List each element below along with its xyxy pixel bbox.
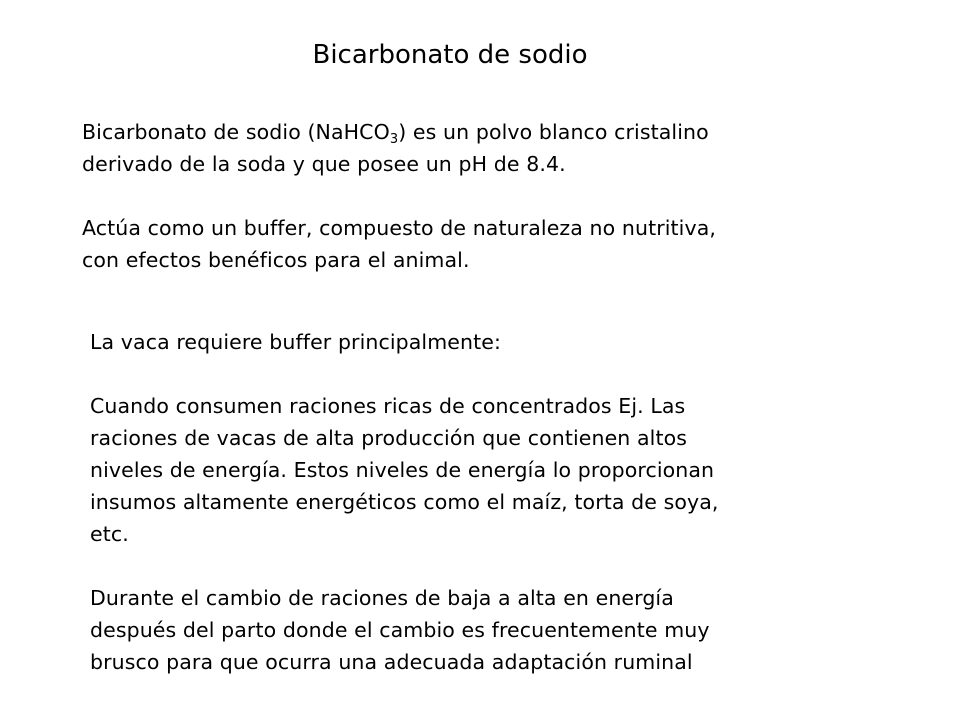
needs-heading: La vaca requiere buffer principalmente:	[90, 330, 501, 354]
slide-title-text: Bicarbonato de sodio	[312, 40, 588, 70]
intro-block	[82, 116, 942, 276]
case1-line: etc.	[90, 522, 129, 546]
case1-line: Cuando consumen raciones ricas de concentrados Ej. Las	[90, 394, 686, 418]
case2-line: Durante el cambio de raciones de baja a alta en energía	[90, 586, 674, 610]
case1-line: niveles de energía. Estos niveles de energía lo proporcionan	[90, 458, 715, 482]
case1-line: insumos altamente energéticos como el maíz, torta de soya,	[90, 490, 719, 514]
formula-subscript: 3	[389, 132, 399, 147]
intro-line-3: Actúa como un buffer, compuesto de naturaleza no nutritiva,	[82, 216, 716, 240]
intro-line-1-post: ) es un polvo blanco cristalino	[398, 120, 709, 144]
intro-line-4: con efectos benéficos para el animal.	[82, 248, 470, 272]
intro-line-1	[82, 116, 942, 148]
intro-line-1-pre: Bicarbonato de sodio (NaHCO	[82, 120, 390, 144]
case2-line: brusco para que ocurra una adecuada adaptación ruminal	[90, 650, 693, 674]
case2-line: después del parto donde el cambio es frecuentemente muy	[90, 618, 710, 642]
needs-block	[90, 326, 950, 678]
slide-title	[0, 40, 900, 70]
intro-line-2: derivado de la soda y que posee un pH de 8.4.	[82, 152, 566, 176]
case1-line: raciones de vacas de alta producción que contienen altos	[90, 426, 688, 450]
